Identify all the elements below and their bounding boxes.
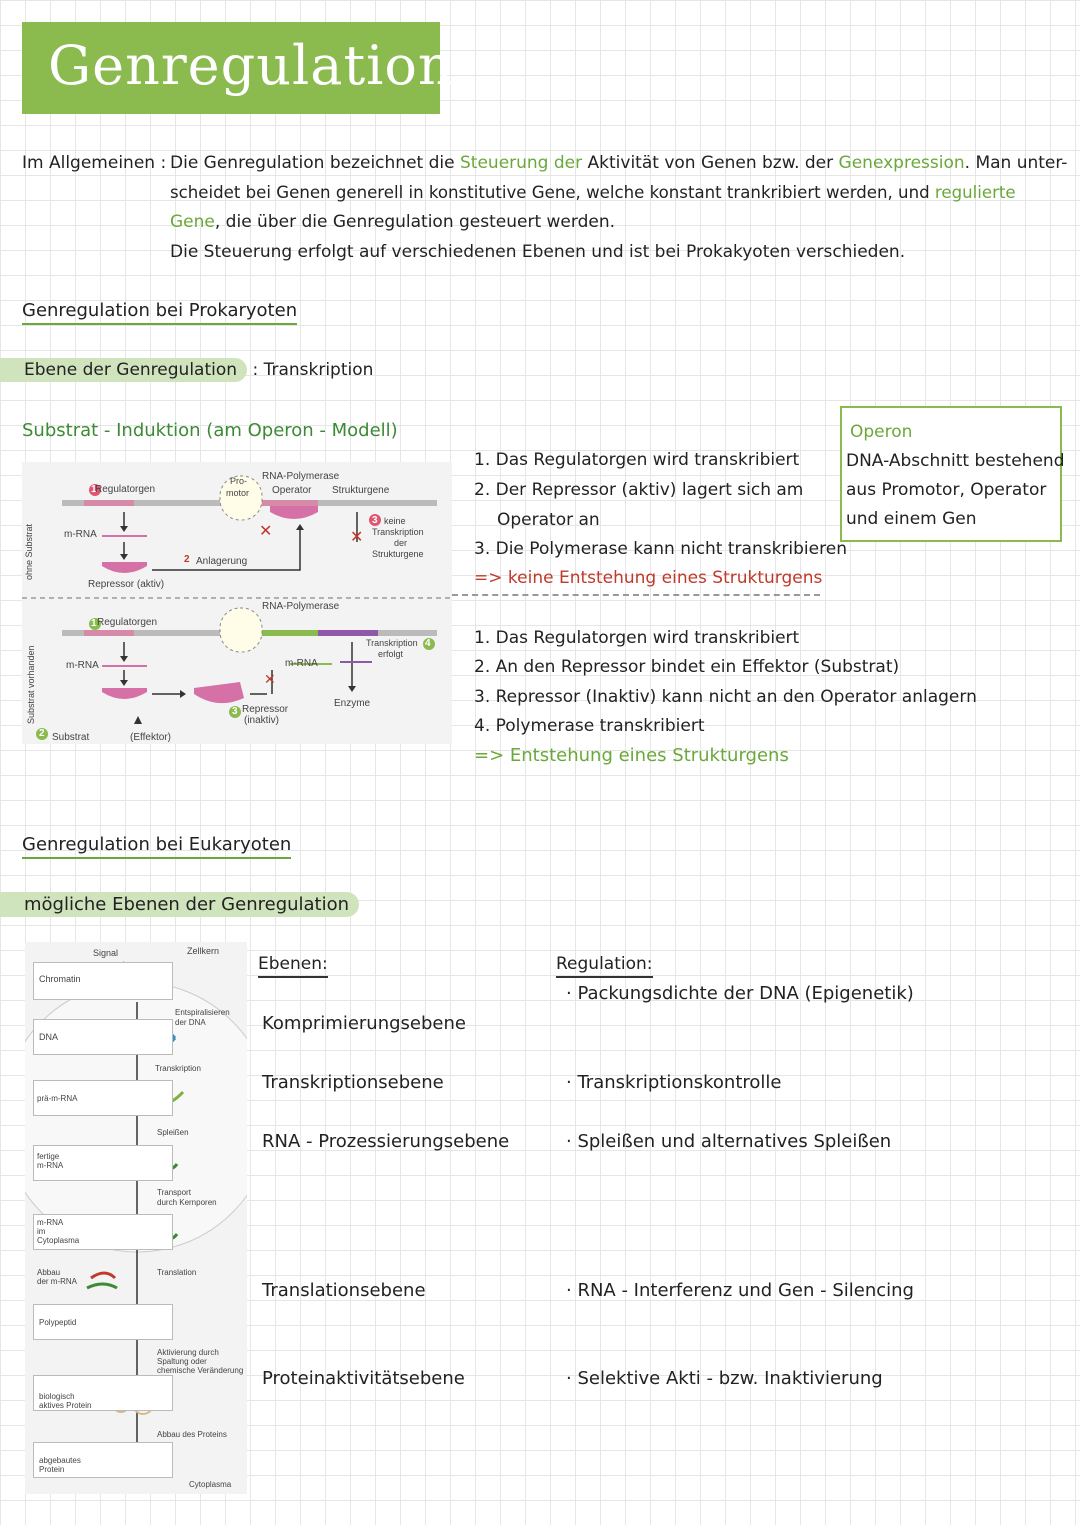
operon-title: Operon: [850, 422, 913, 442]
euk-reg-5: · Selektive Akti - bzw. Inaktivierung: [566, 1368, 883, 1389]
prok-ebene-label: Ebene der Genregulation: [0, 358, 247, 382]
euk-fig-zellkern: Zellkern: [187, 946, 220, 956]
euk-fig-abbau-prot: Abbau des Proteins: [157, 1430, 227, 1439]
steps-a-1: 1. Das Regulatorgen wird transkribiert: [474, 450, 800, 470]
euk-reg-2-text: Transkriptionskontrolle: [577, 1072, 782, 1093]
intro-l2b: regulierte: [934, 183, 1016, 202]
euk-fig-entsp-2: der DNA: [175, 1018, 206, 1027]
fig-effektor: (Effektor): [130, 732, 171, 743]
fig-n3-bottom: 3: [232, 706, 238, 717]
result-a: => keine Entstehung eines Strukturgens: [474, 568, 823, 588]
euk-reg-3: · Spleißen und alternatives Spleißen: [566, 1131, 892, 1152]
prok-ebene-value: : Transkription: [252, 360, 374, 380]
euk-fig-entsp-1: Entspiralisieren: [175, 1008, 230, 1017]
euk-ebenen-label: Ebenen:: [258, 954, 328, 978]
fig-keine-2: Transkription: [372, 527, 424, 537]
operon-figure: [22, 462, 452, 744]
euk-fig-fertige-2: m-RNA: [37, 1161, 64, 1170]
euk-fig-aktiv-3: chemische Veränderung: [157, 1366, 244, 1375]
intro-l1a: Die Genregulation bezeichnet die: [170, 153, 455, 173]
euk-fig-chromatin: Chromatin: [39, 974, 81, 984]
fig-transkription-1: Transkription: [366, 638, 418, 648]
title-banner: [22, 22, 454, 114]
euk-sub-heading: mögliche Ebenen der Genregulation: [0, 892, 359, 917]
intro-l3a: Gene: [170, 212, 215, 232]
prok-heading: Genregulation bei Prokaryoten: [22, 300, 297, 325]
operon-line-3: und einem Gen: [846, 509, 977, 529]
svg-text:✕: ✕: [350, 527, 364, 546]
intro-l3b: , die über die Genregulation gesteuert werden.: [214, 212, 616, 232]
svg-text:✕: ✕: [264, 672, 276, 688]
steps-b-4: 4. Polymerase transkribiert: [474, 716, 705, 736]
intro-l1d: Genexpression: [838, 153, 965, 173]
euk-reg-4-text: RNA - Interferenz und Gen - Silencing: [577, 1280, 914, 1301]
fig-regulatorgen-bottom: Regulatorgen: [97, 617, 158, 628]
euk-fig-transport-1: Transport: [157, 1188, 191, 1197]
euk-heading: Genregulation bei Eukaryoten: [22, 834, 291, 859]
steps-b-3: 3. Repressor (Inaktiv) kann nicht an den Operator anlagern: [474, 687, 977, 707]
euk-ebene-2: Transkriptionsebene: [262, 1072, 444, 1093]
fig-repressor-inaktiv-1: Repressor: [242, 704, 289, 715]
steps-a-3: Operator an: [497, 510, 600, 530]
fig-mrna-bottom-right: m-RNA: [285, 658, 318, 669]
steps-a-4: 3. Die Polymerase kann nicht transkribieren: [474, 539, 847, 559]
euk-fig-dna: DNA: [39, 1032, 59, 1042]
euk-fig-polypeptid: Polypeptid: [39, 1318, 77, 1327]
fig-n2-bottom: 2: [39, 728, 45, 739]
euk-fig-praemrna: prä-m-RNA: [37, 1094, 78, 1103]
fig-n2-top: 2: [184, 554, 190, 565]
intro-l1b: Steuerung der: [460, 153, 583, 173]
fig-promotor-a: Pro-: [230, 476, 248, 486]
fig-side-bottom: Substrat vorhanden: [26, 645, 36, 724]
euk-reg-5-text: Selektive Akti - bzw. Inaktivierung: [577, 1368, 883, 1389]
euk-sub-heading-row: [0, 894, 359, 915]
prok-sub-heading: Substrat - Induktion (am Operon - Modell): [22, 420, 398, 441]
euk-fig-aktiv-2: Spaltung oder: [157, 1357, 207, 1366]
intro-line-1: [170, 153, 1067, 173]
intro-l1c: Aktivität von Genen bzw. der: [587, 153, 834, 173]
result-b: => Entstehung eines Strukturgens: [474, 745, 789, 766]
euk-reg-1: · Packungsdichte der DNA (Epigenetik): [566, 983, 914, 1004]
fig-keine-4: Strukturgene: [372, 549, 424, 559]
euk-reg-2: · Transkriptionskontrolle: [566, 1072, 782, 1093]
euk-reg-4: · RNA - Interferenz und Gen - Silencing: [566, 1280, 914, 1301]
fig-repressor-inaktiv-2: (inaktiv): [244, 715, 280, 726]
operon-line-1: DNA-Abschnitt bestehend: [846, 451, 1065, 471]
intro-line-3: [170, 212, 615, 232]
euk-ebene-1: Komprimierungsebene: [262, 1013, 466, 1034]
fig-keine-1: keine: [384, 516, 406, 526]
euk-fig-mrna-cyto-1: m-RNA: [37, 1218, 64, 1227]
intro-line-2: [170, 183, 1016, 202]
euk-fig-transkription: Transkription: [155, 1064, 201, 1073]
euk-fig-fertige-1: fertige: [37, 1152, 60, 1161]
fig-mrna-bottom-left: m-RNA: [66, 660, 99, 671]
euk-fig-cytoplasma: Cytoplasma: [189, 1480, 232, 1489]
fig-side-top: ohne Substrat: [24, 523, 34, 580]
fig-n3-top: 3: [372, 515, 378, 526]
intro-line-4: Die Steuerung erfolgt auf verschiedenen Ebenen und ist bei Prokakyoten verschieden.: [170, 242, 906, 262]
fig-regulatorgen-top: Regulatorgen: [95, 484, 156, 495]
operon-diagram: [22, 462, 452, 744]
fig-rna-pol-top: RNA-Polymerase: [262, 471, 340, 482]
fig-anlagerung: Anlagerung: [196, 556, 248, 567]
euk-fig-signal: Signal: [93, 948, 119, 958]
euk-fig-aktiv-1: Aktivierung durch: [157, 1348, 219, 1357]
intro-l1e: . Man unter-: [964, 153, 1068, 173]
euk-reg-3-text: Spleißen und alternatives Spleißen: [577, 1131, 892, 1152]
euk-fig-mrna-cyto-2: im: [37, 1227, 46, 1236]
page-title: Genregulation: [48, 34, 454, 97]
fig-repressor-aktiv: Repressor (aktiv): [88, 579, 165, 590]
eukaryote-figure: [25, 942, 247, 1494]
prok-ebene-row: [0, 360, 373, 380]
euk-fig-abbau-mrna-2: der m-RNA: [37, 1277, 78, 1286]
euk-fig-abgebaut-2: Protein: [39, 1465, 65, 1474]
euk-reg-1-text: Packungsdichte der DNA (Epigenetik): [577, 983, 914, 1004]
intro-l2a: scheidet bei Genen generell in konstitutive Gene, welche konstant trankribiert werden, und: [170, 183, 930, 202]
fig-keine-3: der: [394, 538, 408, 548]
euk-ebene-4: Translationsebene: [262, 1280, 426, 1301]
fig-strukturgene: Strukturgene: [332, 485, 390, 496]
steps-b-2: 2. An den Repressor bindet ein Effektor (Substrat): [474, 657, 900, 677]
euk-fig-abgebaut-1: abgebautes: [39, 1456, 81, 1465]
euk-regulation-label: Regulation:: [556, 954, 653, 978]
euk-fig-transport-2: durch Kernporen: [157, 1198, 217, 1207]
svg-text:✕: ✕: [259, 521, 273, 540]
fig-rna-pol-bottom: RNA-Polymerase: [262, 601, 340, 612]
operon-line-2: aus Promotor, Operator: [846, 480, 1047, 500]
steps-a-2: 2. Der Repressor (aktiv) lagert sich am: [474, 480, 804, 500]
fig-operator: Operator: [272, 485, 312, 496]
euk-ebene-3: RNA - Prozessierungsebene: [262, 1131, 510, 1152]
fig-n1-bottom: 1: [91, 618, 97, 629]
euk-fig-spleissen: Spleißen: [157, 1128, 189, 1137]
intro-label: Im Allgemeinen :: [22, 153, 167, 173]
steps-divider: [452, 594, 820, 596]
fig-n4: 4: [425, 638, 431, 649]
fig-n1-top: 1: [91, 484, 97, 495]
fig-promotor-b: motor: [226, 488, 250, 498]
euk-ebene-5: Proteinaktivitätsebene: [262, 1368, 465, 1389]
euk-fig-abbau-mrna-1: Abbau: [37, 1268, 61, 1277]
euk-fig-bio-2: aktives Protein: [39, 1401, 92, 1410]
euk-fig-translation: Translation: [157, 1268, 197, 1277]
fig-mrna-top: m-RNA: [64, 529, 97, 540]
euk-fig-mrna-cyto-3: Cytoplasma: [37, 1236, 80, 1245]
fig-transkription-2: erfolgt: [378, 649, 404, 659]
operon-box: [840, 406, 1065, 542]
fig-enzyme: Enzyme: [334, 698, 371, 709]
steps-b-1: 1. Das Regulatorgen wird transkribiert: [474, 628, 800, 648]
euk-fig-bio-1: biologisch: [39, 1392, 75, 1401]
fig-substrat: Substrat: [52, 732, 90, 743]
